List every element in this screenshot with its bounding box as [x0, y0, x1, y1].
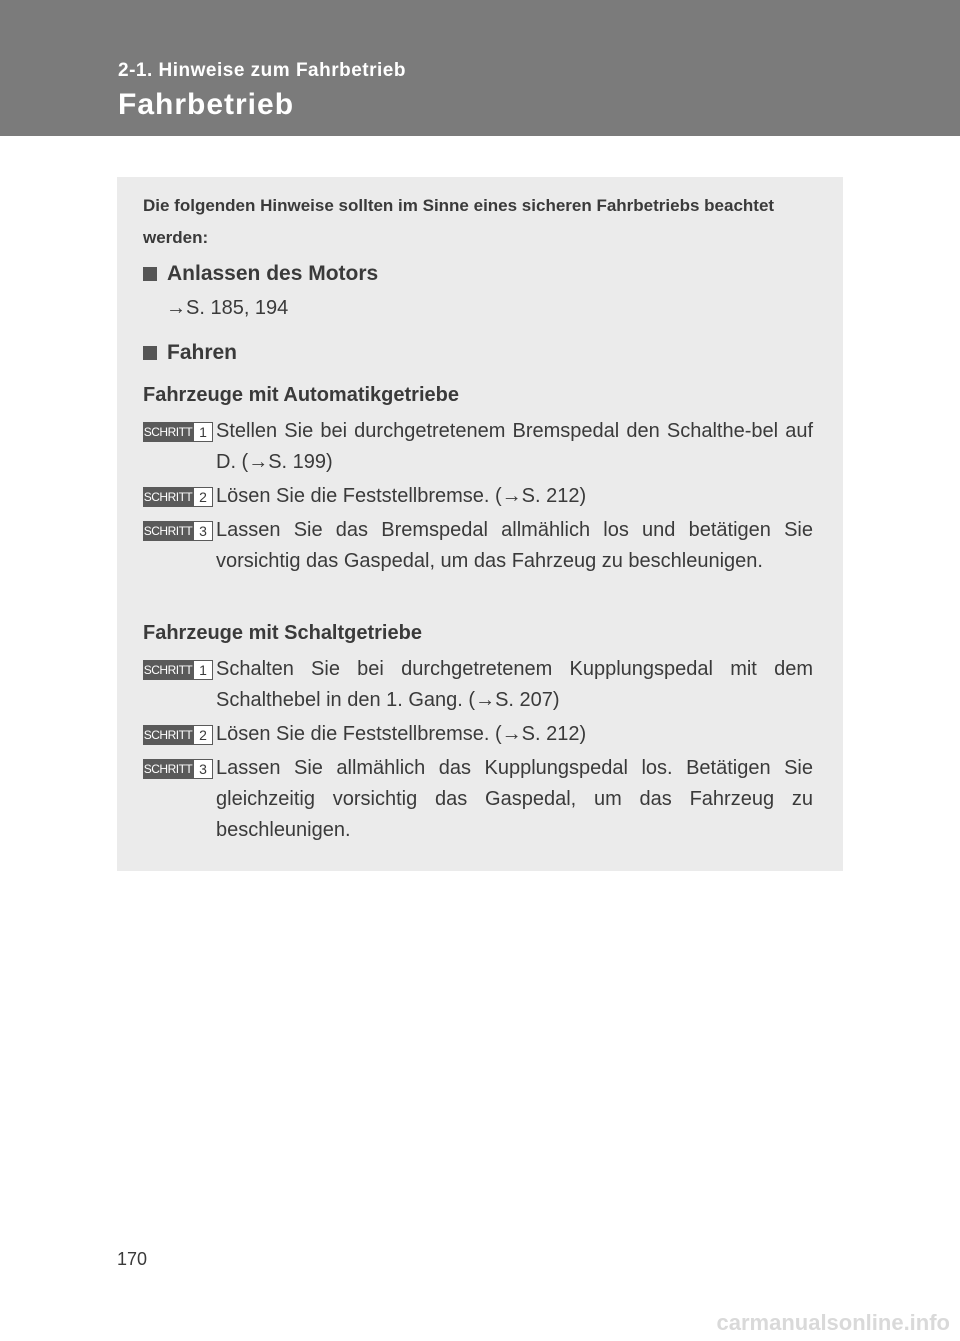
driving-heading-label: Fahren [167, 341, 238, 364]
step-badge [143, 759, 213, 779]
square-bullet-icon [143, 267, 157, 281]
watermark: carmanualsonline.info [716, 1310, 950, 1335]
step-badge-label: SCHRITT [143, 422, 193, 442]
step-text: Lösen Sie die Feststellbremse. (→S. 212) [216, 723, 587, 745]
intro-text: Die folgenden Hinweise sollten im Sinne eines sicheren Fahrbetriebs beachtet werden: [143, 196, 775, 247]
step-badge-number: 2 [193, 487, 213, 507]
step-text: Stellen Sie bei durchgetretenem Bremspedal den Schalthe-bel auf D. (→S. 199) [216, 420, 813, 473]
step-badge [143, 725, 213, 745]
step-badge-label: SCHRITT [143, 521, 193, 541]
driving-heading [143, 341, 237, 365]
engine-start-heading-label: Anlassen des Motors [167, 262, 379, 285]
step-badge-label: SCHRITT [143, 660, 193, 680]
auto-step-3 [143, 515, 813, 577]
step-badge [143, 422, 213, 442]
step-badge-label: SCHRITT [143, 759, 193, 779]
step-text: Schalten Sie bei durchgetretenem Kupplungspedal mit dem Schalthebel in den 1. Gang. (→S. 207) [216, 658, 813, 711]
step-badge-number: 3 [193, 759, 213, 779]
page-number: 170 [117, 1249, 148, 1269]
step-badge-number: 1 [193, 422, 213, 442]
automatic-group-title: Fahrzeuge mit Automatikgetriebe [143, 384, 459, 406]
manual-group-title: Fahrzeuge mit Schaltgetriebe [143, 622, 422, 644]
engine-start-reference: →S. 185, 194 [166, 297, 289, 319]
step-badge [143, 660, 213, 680]
step-text: Lösen Sie die Feststellbremse. (→S. 212) [216, 485, 587, 507]
manual-step-1 [143, 654, 813, 716]
auto-step-1 [143, 416, 813, 478]
step-badge-label: SCHRITT [143, 487, 193, 507]
step-badge-number: 2 [193, 725, 213, 745]
section-label: 2-1. Hinweise zum Fahrbetrieb [118, 60, 406, 81]
step-badge-number: 1 [193, 660, 213, 680]
step-text: Lassen Sie allmählich das Kupplungspedal los. Betätigen Sie gleichzeitig vorsichtig das Gaspedal, um das Fahrzeug zu beschleunigen. [216, 757, 813, 841]
engine-start-heading [143, 262, 378, 286]
page-title: Fahrbetrieb [118, 88, 295, 121]
step-badge [143, 487, 213, 507]
square-bullet-icon [143, 346, 157, 360]
auto-step-2 [143, 481, 813, 512]
step-badge [143, 521, 213, 541]
manual-step-2 [143, 719, 813, 750]
step-badge-number: 3 [193, 521, 213, 541]
step-text: Lassen Sie das Bremspedal allmählich los und betätigen Sie vorsichtig das Gaspedal, um das Fahrzeug zu beschleunigen. [216, 519, 813, 572]
manual-step-3 [143, 753, 813, 846]
step-badge-label: SCHRITT [143, 725, 193, 745]
